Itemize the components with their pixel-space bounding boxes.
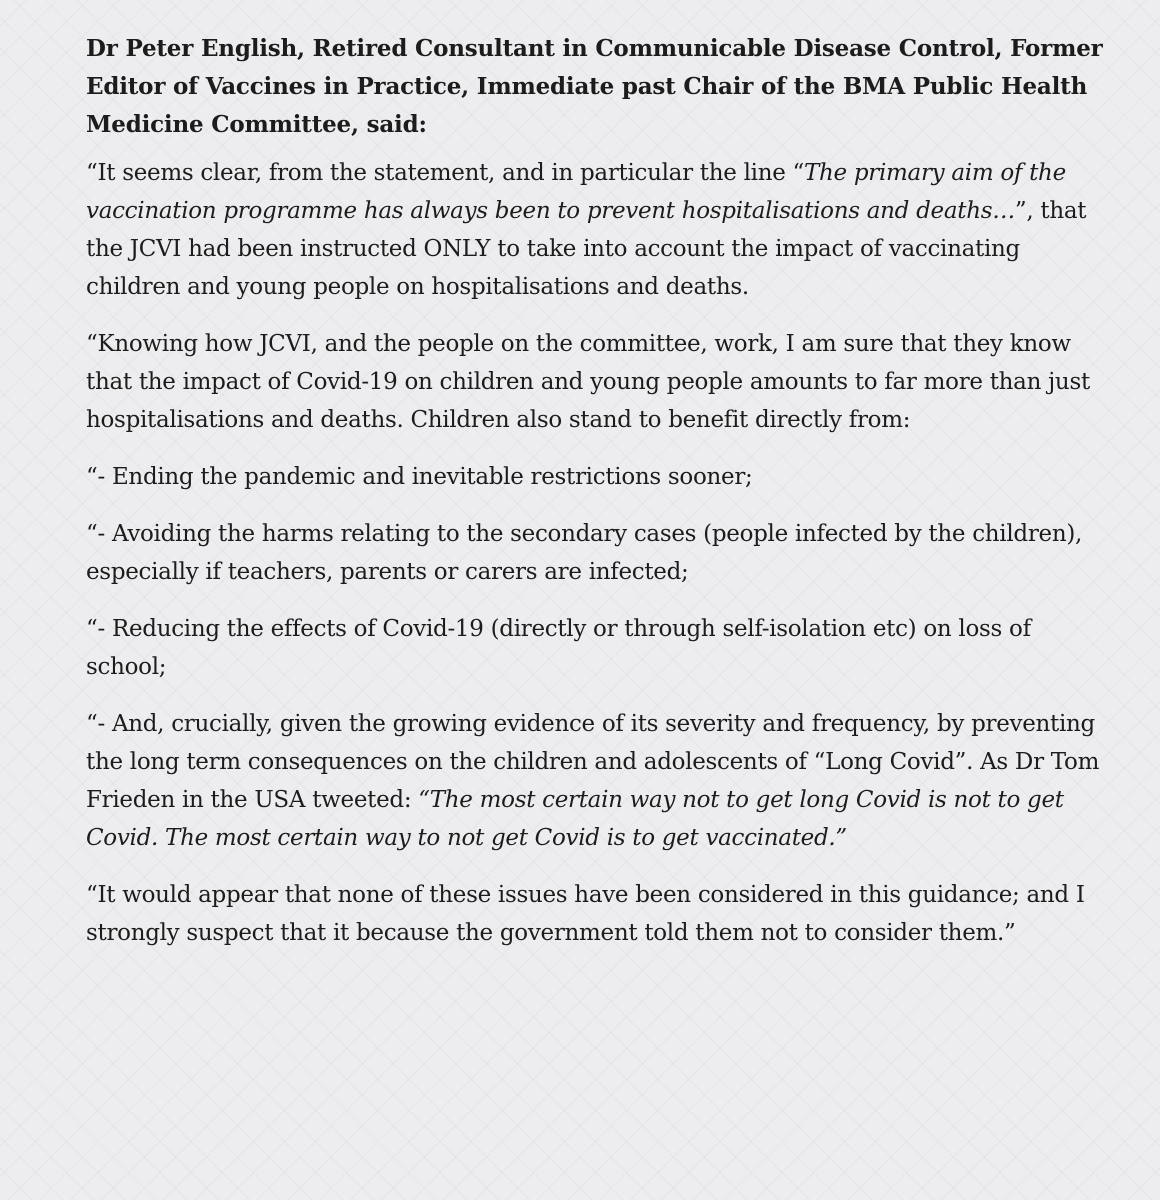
frieden-quote-italic: “The most certain way not to get long Covid is not to get Covid. The most certain way to not get Covid is to get vaccinated.” xyxy=(86,787,1064,851)
list-item-long-covid xyxy=(86,705,1112,857)
paragraph-text: “It seems clear, from the statement, and in particular the line “ xyxy=(86,160,804,186)
quoted-statement-italic: The primary aim of the vaccination programme has always been to prevent hospitalisations and deaths… xyxy=(86,160,1066,224)
paragraph-text: ”, that the JCVI had been instructed ONLY to take into account the impact of vaccinating children and young people on hospitalisations and deaths. xyxy=(86,198,1087,300)
list-item-secondary-cases: “- Avoiding the harms relating to the secondary cases (people infected by the children), especially if teachers, parents or carers are infected; xyxy=(86,521,1083,585)
paragraph-jcvi-knowledge: “Knowing how JCVI, and the people on the committee, work, I am sure that they know that the impact of Covid-19 on children and young people amounts to far more than just hospitalisations and deaths. Children also stand to benefit directly from: xyxy=(86,331,1090,433)
list-item-loss-of-school: “- Reducing the effects of Covid-19 (directly or through self-isolation etc) on loss of school; xyxy=(86,616,1031,680)
paragraph-conclusion: “It would appear that none of these issues have been considered in this guidance; and I strongly suspect that it because the government told them not to consider them.” xyxy=(86,882,1085,946)
list-item-ending-pandemic: “- Ending the pandemic and inevitable restrictions sooner; xyxy=(86,464,753,490)
paragraph-text: “- And, crucially, given the growing evidence of its severity and frequency, by preventing the long term consequences on the children and adolescents of “Long Covid”. As Dr Tom Frieden in the USA tweeted: xyxy=(86,711,1100,813)
paragraph-statement-aim xyxy=(86,154,1112,306)
speaker-heading: Dr Peter English, Retired Consultant in Communicable Disease Control, Former Editor of Vaccines in Practice, Immediate past Chair of the BMA Public Health Medicine Committee, said: xyxy=(86,35,1103,138)
